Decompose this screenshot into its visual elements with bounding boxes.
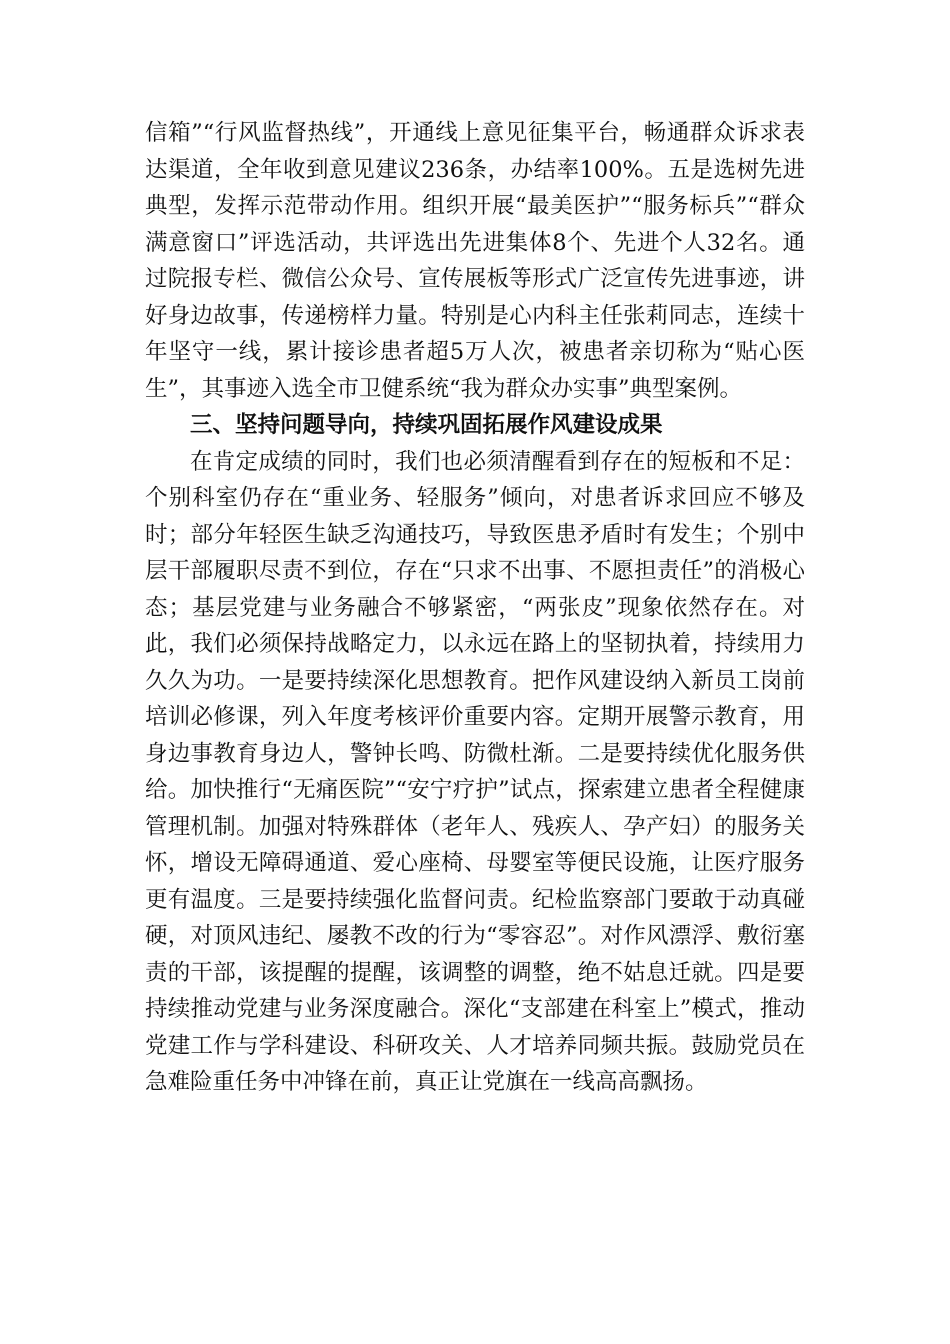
body-paragraph: 在肯定成绩的同时，我们也必须清醒看到存在的短板和不足：个别科室仍存在“重业务、轻服务”倾向，对患者诉求回应不够及时；部分年轻医生缺乏沟通技巧，导致医患矛盾时有发生；个别中层干部履职尽责不到位，存在“只求不出事、不愿担责任”的消极心态；基层党建与业务融合不够紧密，“两张皮”现象依然存在。对此，我们必须保持战略定力，以永远在路上的坚韧执着，持续用力久久为功。一是要持续深化思想教育。把作风建设纳入新员工岗前培训必修课，列入年度考核评价重要内容。定期开展警示教育，用身边事教育身边人，警钟长鸣、防微杜渐。二是要持续优化服务供给。加快推行“无痛医院”“安宁疗护”试点，探索建立患者全程健康管理机制。加强对特殊群体（老年人、残疾人、孕产妇）的服务关怀，增设无障碍通道、爱心座椅、母婴室等便民设施，让医疗服务更有温度。三是要持续强化监督问责。纪检监察部门要敢于动真碰硬，对顶风违纪、屡教不改的行为“零容忍”。对作风漂浮、敷衍塞责的干部，该提醒的提醒，该调整的调整，绝不姑息迁就。四是要持续推动党建与业务深度融合。深化“支部建在科室上”模式，推动党建工作与学科建设、科研攻关、人才培养同频共振。鼓励党员在急难险重任务中冲锋在前，真正让党旗在一线高高飘扬。 bbox=[145, 448, 805, 1095]
section-heading: 三、坚持问题导向，持续巩固拓展作风建设成果 bbox=[190, 412, 663, 438]
continued-paragraph: 信箱”“行风监督热线”，开通线上意见征集平台，畅通群众诉求表达渠道，全年收到意见建议236条，办结率100%。五是选树先进典型，发挥示范带动作用。组织开展“最美医护”“服务标兵”“群众满意窗口”评选活动，共评选出先进集体8个、先进个人32名。通过院报专栏、微信公众号、宣传展板等形式广泛宣传先进事迹，讲好身边故事，传递榜样力量。特别是心内科主任张莉同志，连续十年坚守一线，累计接诊患者超5万人次，被患者亲切称为“贴心医生”，其事迹入选全市卫健系统“我为群众办实事”典型案例。 bbox=[145, 120, 805, 402]
document-page bbox=[145, 115, 805, 1101]
